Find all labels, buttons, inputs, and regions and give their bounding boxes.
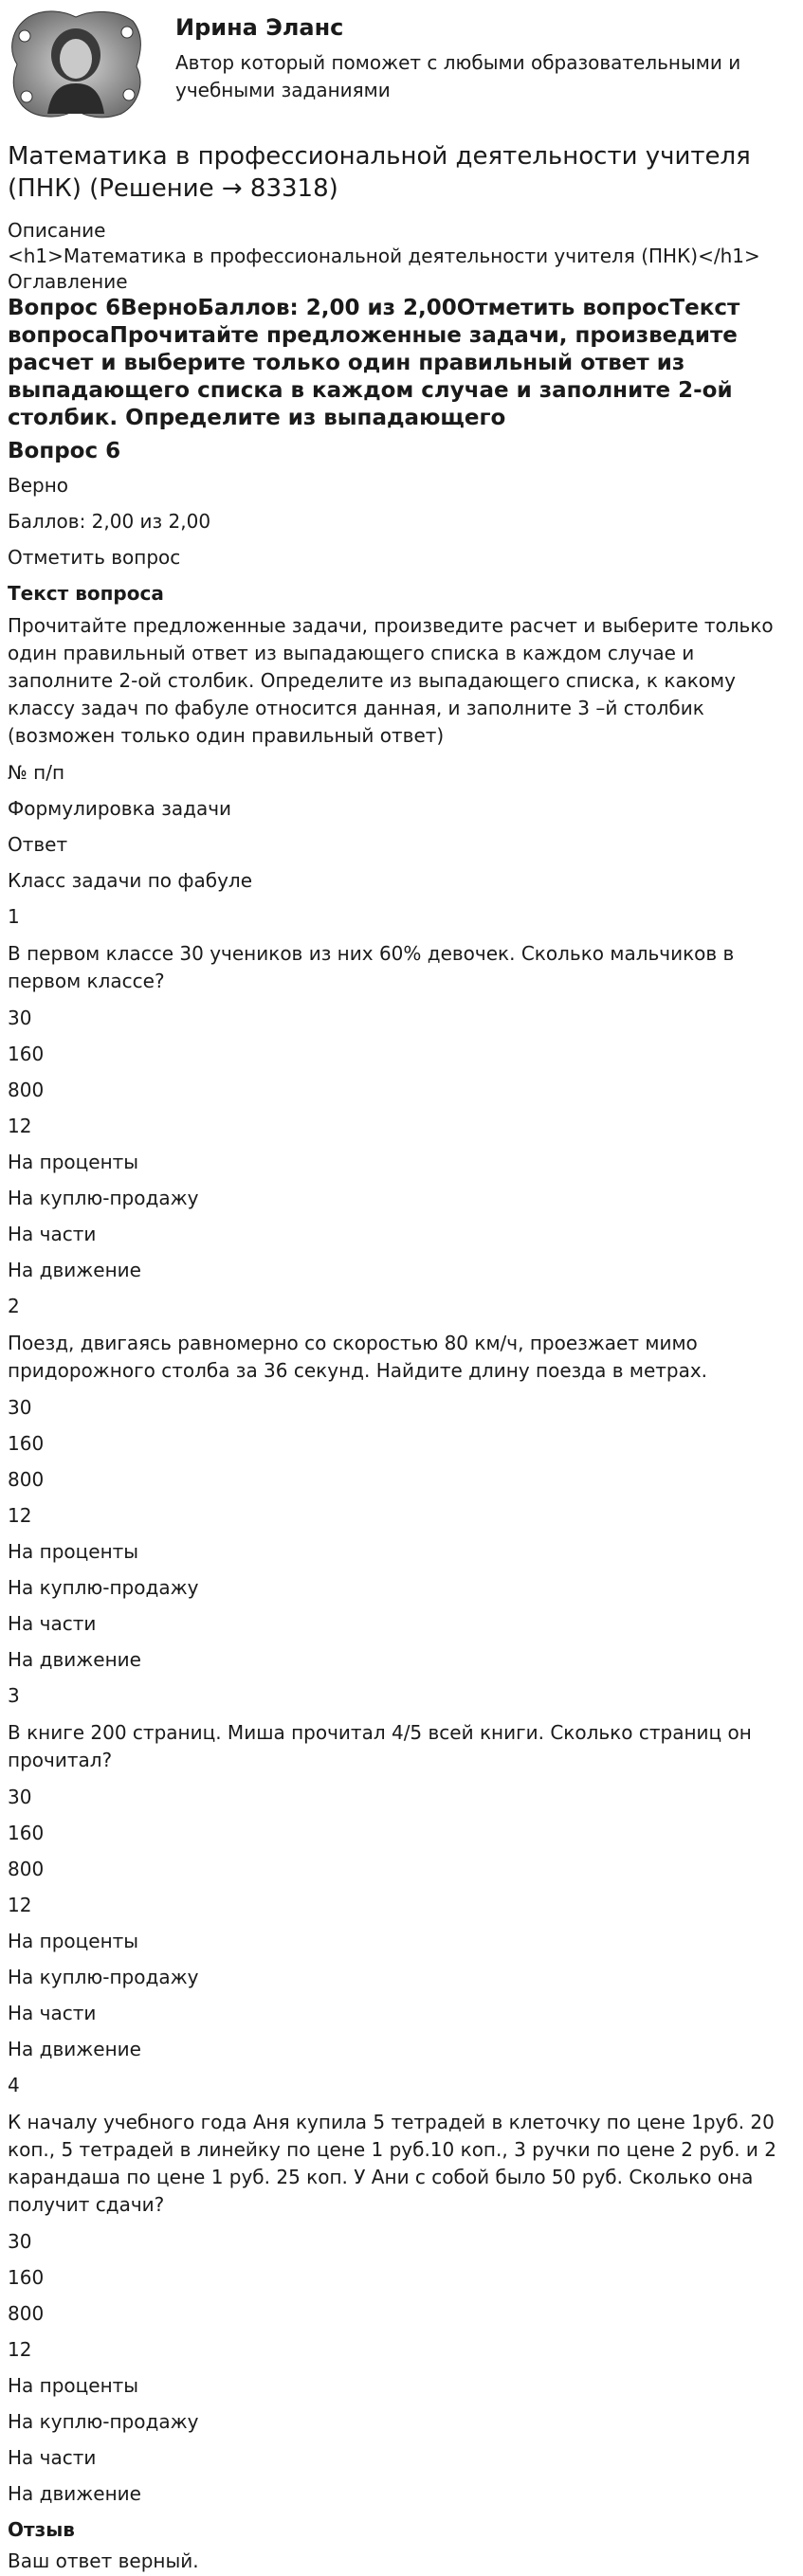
author-description: Автор который поможет с любыми образовательными и учебными заданиями bbox=[175, 51, 741, 101]
class-option[interactable]: На куплю-продажу bbox=[8, 2410, 199, 2433]
author-block bbox=[8, 0, 795, 140]
task-text: В первом классе 30 учеников из них 60% девочек. Сколько мальчиков в первом классе? bbox=[8, 942, 735, 992]
question-text: Прочитайте предложенные задачи, произведите расчет и выберите только один правильный ответ из выпадающего списка в каждом случае и заполните 2-ой столбик. Определите из выпадающего списка, к какому классу задач по фабуле относится данная, и заполните 3 –й столбик (возможен только один правильный ответ) bbox=[8, 614, 774, 747]
answer-option[interactable]: 800 bbox=[8, 1468, 45, 1491]
class-option[interactable]: На проценты bbox=[8, 1540, 139, 1563]
class-option[interactable]: На куплю-продажу bbox=[8, 1966, 199, 1988]
description-label: Описание bbox=[8, 219, 106, 242]
answer-option[interactable]: 160 bbox=[8, 2266, 45, 2289]
feedback-heading: Отзыв bbox=[8, 2518, 75, 2541]
class-option[interactable]: На движение bbox=[8, 1648, 141, 1671]
answer-option[interactable]: 160 bbox=[8, 1043, 45, 1065]
avatar-image bbox=[8, 8, 145, 119]
class-option[interactable]: На проценты bbox=[8, 2374, 139, 2397]
class-option[interactable]: На движение bbox=[8, 2038, 141, 2060]
question-status: Верно bbox=[8, 474, 69, 497]
answer-option[interactable]: 30 bbox=[8, 2230, 32, 2253]
answer-option[interactable]: 12 bbox=[8, 1115, 32, 1137]
table-header-num: № п/п bbox=[8, 761, 65, 784]
task-number: 4 bbox=[8, 2074, 20, 2096]
page-title: Математика в профессиональной деятельности учителя (ПНК) (Решение → 83318) bbox=[8, 142, 751, 203]
answer-option[interactable]: 30 bbox=[8, 1007, 32, 1029]
flag-question-link[interactable]: Отметить вопрос bbox=[8, 546, 181, 569]
avatar[interactable] bbox=[8, 8, 145, 119]
task-text: К началу учебного года Аня купила 5 тетрадей в клеточку по цене 1руб. 20 коп., 5 тетрадей в линейку по цене 1 руб.10 коп., 3 ручки по цене 2 руб. и 2 карандаша по цене 1 руб. 25 коп. У Ани с собой было 50 руб. Сколько она получит сдачи? bbox=[8, 2111, 777, 2216]
description-text: <h1>Математика в профессиональной деятельности учителя (ПНК)</h1> bbox=[8, 245, 760, 267]
class-option[interactable]: На движение bbox=[8, 1259, 141, 1281]
class-option[interactable]: На части bbox=[8, 2002, 97, 2024]
table-header-task: Формулировка задачи bbox=[8, 797, 232, 820]
task-number: 3 bbox=[8, 1684, 20, 1707]
task-text: Поезд, двигаясь равномерно со скоростью 80 км/ч, проезжает мимо придорожного столба за 36 секунд. Найдите длину поезда в метрах. bbox=[8, 1332, 708, 1382]
table-header-class: Класс задачи по фабуле bbox=[8, 869, 253, 892]
answer-option[interactable]: 12 bbox=[8, 2338, 32, 2361]
task-number: 1 bbox=[8, 905, 20, 928]
class-option[interactable]: На проценты bbox=[8, 1930, 139, 1952]
feedback-text: Ваш ответ верный. bbox=[8, 2549, 199, 2572]
task-text: В книге 200 страниц. Миша прочитал 4/5 всей книги. Сколько страниц он прочитал? bbox=[8, 1721, 752, 1771]
question-score: Баллов: 2,00 из 2,00 bbox=[8, 510, 211, 533]
answer-option[interactable]: 30 bbox=[8, 1786, 32, 1808]
task-number: 2 bbox=[8, 1295, 20, 1317]
author-info bbox=[175, 11, 744, 104]
answer-option[interactable]: 800 bbox=[8, 1079, 45, 1101]
answer-option[interactable]: 30 bbox=[8, 1396, 32, 1419]
table-header-answer: Ответ bbox=[8, 833, 68, 856]
question-text-heading: Текст вопроса bbox=[8, 582, 164, 605]
answer-option[interactable]: 160 bbox=[8, 1432, 45, 1455]
class-option[interactable]: На части bbox=[8, 2446, 97, 2469]
class-option[interactable]: На куплю-продажу bbox=[8, 1576, 199, 1599]
answer-option[interactable]: 12 bbox=[8, 1894, 32, 1916]
author-name[interactable]: Ирина Эланс bbox=[175, 14, 344, 41]
answer-option[interactable]: 800 bbox=[8, 1858, 45, 1880]
answer-option[interactable]: 12 bbox=[8, 1504, 32, 1527]
class-option[interactable]: На проценты bbox=[8, 1151, 139, 1173]
class-option[interactable]: На части bbox=[8, 1223, 97, 1245]
question-heading: Вопрос 6 bbox=[8, 439, 121, 463]
answer-option[interactable]: 800 bbox=[8, 2302, 45, 2325]
answer-option[interactable]: 160 bbox=[8, 1822, 45, 1844]
class-option[interactable]: На движение bbox=[8, 2482, 141, 2505]
toc-label: Оглавление bbox=[8, 270, 128, 293]
question-summary: Вопрос 6ВерноБаллов: 2,00 из 2,00Отметить вопросТекст вопросаПрочитайте предложенные задачи, произведите расчет и выберите только один правильный ответ из выпадающего списка в каждом случае и заполните 2-ой столбик. Определите из выпадающего bbox=[8, 296, 740, 430]
class-option[interactable]: На части bbox=[8, 1612, 97, 1635]
class-option[interactable]: На куплю-продажу bbox=[8, 1187, 199, 1209]
